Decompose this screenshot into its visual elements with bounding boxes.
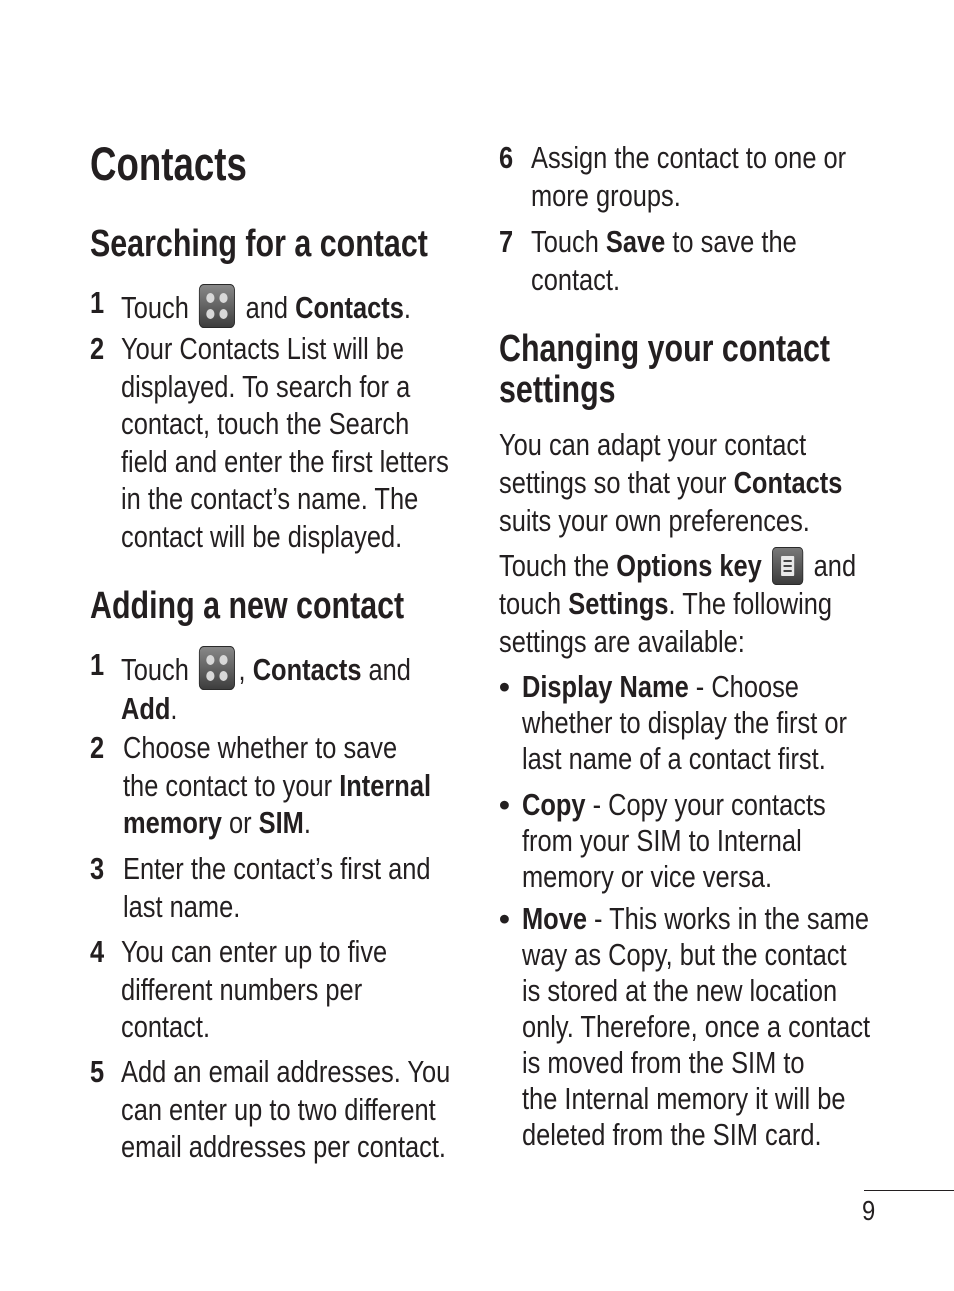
contacts-label: Contacts [295, 290, 404, 325]
applications-grid-icon [199, 284, 235, 328]
step-line: field and enter the first letters [121, 443, 449, 479]
contacts-label: Contacts [733, 465, 843, 500]
footer-rule [864, 1190, 954, 1191]
heading-changing-line1: Changing your contact [499, 328, 831, 370]
heading-adding: Adding a new contact [90, 585, 405, 627]
step-text: and [245, 290, 289, 325]
step-number: 3 [90, 851, 105, 886]
step-line: contact, touch the Search [121, 406, 410, 441]
memory-label: memory [123, 805, 222, 840]
page-number: 9 [862, 1195, 876, 1226]
step-number: 2 [90, 730, 105, 765]
step-number: 6 [499, 140, 514, 175]
step-line: in the contact’s name. The [121, 481, 419, 516]
settings-label: Settings [568, 586, 669, 621]
applications-grid-icon [199, 646, 235, 690]
bullet-dot: • [499, 787, 510, 822]
heading-searching: Searching for a contact [90, 223, 428, 265]
step-line: displayed. To search for a [121, 368, 411, 404]
step-line: contact will be displayed. [121, 518, 403, 554]
options-paragraph: Touch the Options key and touch Settings. The following settings are available: [499, 548, 857, 659]
step-number: 7 [499, 224, 514, 259]
step-text: Touch [121, 290, 189, 325]
bullet-term: Move [522, 901, 587, 936]
contacts-label: Contacts [252, 652, 362, 687]
heading-changing-line2: settings [499, 369, 616, 411]
intro-paragraph: You can adapt your contact settings so that your Contacts suits your own preferences. [499, 427, 843, 538]
step-number: 1 [90, 647, 105, 682]
step-number: 1 [90, 285, 105, 320]
bullet-dot: • [499, 901, 510, 936]
save-label: Save [605, 224, 666, 259]
step-number: 2 [90, 331, 105, 366]
options-menu-icon [772, 547, 803, 585]
step-number: 5 [90, 1054, 105, 1089]
sim-label: SIM [258, 805, 304, 840]
page-title: Contacts [90, 137, 247, 190]
internal-label: Internal [339, 767, 432, 803]
add-label: Add [121, 691, 171, 726]
step-number: 4 [90, 934, 105, 969]
bullet-term: Display Name [522, 669, 689, 704]
bullet-term: Copy [522, 787, 586, 822]
options-key-label: Options key [616, 548, 762, 583]
bullet-dot: • [499, 669, 510, 704]
step-line: Your Contacts List will be [121, 331, 405, 366]
